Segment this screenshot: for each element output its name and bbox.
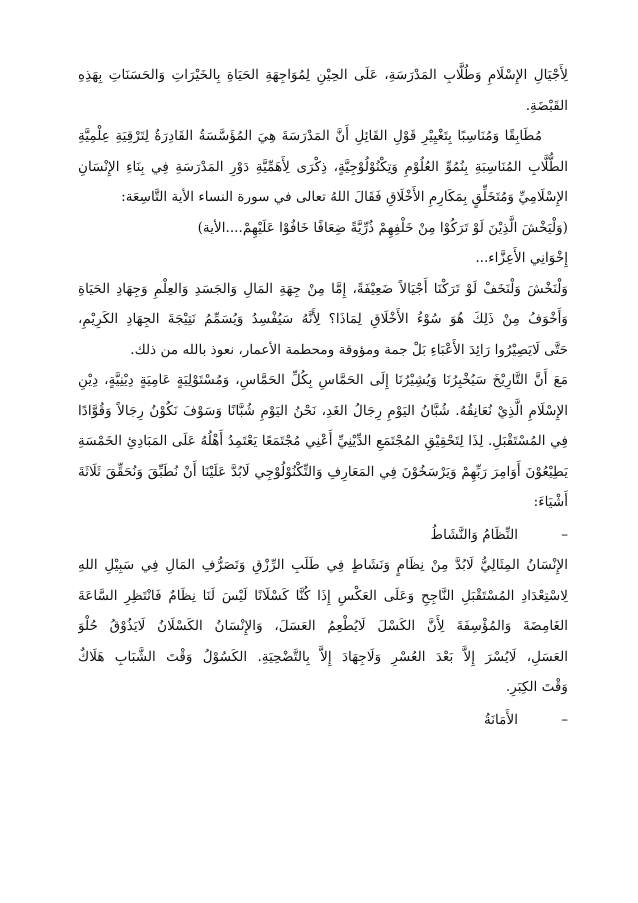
paragraph-line: يَطِيْعُوْنَ أَوَامِرَ رَبِّهِمْ وَيَرْسَخُوْنَ فِي المَعَارِفِ وَالتِّكْنُوْلُوْجِي لَابُدَّ عَلَيْنَا أَنْ نُطَبِّقَ وَنُحَقِّقَ ثَلَاثَةَ <box>78 463 568 480</box>
paragraph-line: الغَامِضَةَ وَالمُؤْسِفَةَ لِأَنَّ الكَسْلَ لَايُطْعِمُ العَسَلَ، وَالإِنْسَانُ الكَسْلَانُ لَايَذُوْقُ حُلْوَ <box>78 618 568 634</box>
bullet-dash: – <box>561 526 568 543</box>
paragraph-line: الإِسْلَامِ الَّذِيْ نُعَانِقُهُ. شُبَّانُ اليَوْمِ رِجَالُ الغَدِ، نَحْنُ اليَوْمِ شُبَّانًا وَسَوْفَ نَكُوْنُ رِجَالاً وَقُوَّادًا <box>78 402 568 419</box>
section-heading-text: النِّظَامُ وَالنَّشَاطُ <box>430 526 518 543</box>
address-line: إِخْوَانِي الأَعِزَّاء... <box>475 250 568 266</box>
paragraph-line: العَسَلِ، لَايُسْرَ إِلاَّ بَعْدَ العُسْرِ وَلَاجِهَادَ إِلاَّ بِالتَّضْحِيَةِ. الكَسُوْلُ وَقْتَ الشَّبَابِ هَلَاكٌ <box>78 648 568 665</box>
section-heading-trust <box>78 705 568 736</box>
quran-quote-line: (وَلْيَخْشَ الَّذِيْنَ لَوْ تَرَكُوْا مِنْ خَلْفِهِمْ ذُرِّيَّةً ضِعَافًا خَافُوْا عَلَيْهِمْ....الأية) <box>197 219 568 236</box>
paragraph-line: فِي المُسْتَقْبَلِ. لِذَا لِتَحْقِيْقِ المُجْتَمَعِ الدِّيْنِيِّ أَعْنِي مُجْتَمَعًا يَعْتَمِدُ أَهْلُهُ عَلَى المَبَادِئِ الخَمْسَةِ <box>78 433 568 449</box>
paragraph-line: وَقْتَ الكِبَرِ. <box>505 679 568 695</box>
paragraph-line: مُطَابِقًا وَمُنَاسِبًا بِتَغْيِيْرِ قَوْلِ القَائِلِ أَنَّ المَدْرَسَةَ هِيَ المُؤَسَّسَةُ القَادِرَةُ لِتَرْقِيَةِ عِلْمِيَّةِ <box>78 128 542 144</box>
section-heading-order <box>78 520 568 551</box>
section-heading-text: الأَمَانَةُ <box>483 711 518 728</box>
paragraph-line: وَأَخْوَفُ مِنْ ذَلِكَ هُوَ سُوْءُ الأَخْلَاقِ لِمَاذَا؟ لِأَنَّهُ سَيُفْسِدُ وَيُسَمِّمُ نَتِيْجَةَ الجِهَادِ الكَرِيْمِ، <box>78 311 568 327</box>
paragraph-line: القَبْضَةِ. <box>525 97 568 114</box>
paragraph-line: حَتَّى لَايَصِيْرُوا رَائِدَ الأَعْبَاءِ بَلْ جمة ومؤوقة ومحطمة الأعمار، نعوذ بالله من ذلك. <box>130 341 568 358</box>
paragraph-line: أَشْيَاءَ: <box>533 494 568 510</box>
bullet-dash: – <box>561 711 568 728</box>
paragraph-line: الإِسْلَامِيِّ وَمُتَخَلِّقٍ بِمَكَارِمِ الأَخْلَاقِ فَقَالَ اللهُ تعالى في سورة النساء الأية التَّاسِعَة: <box>121 189 568 205</box>
paragraph-line: لِأَجْيَالِ الإِسْلَامِ وَطُلَّابِ المَدْرَسَةِ، عَلَى الحِيْنِ لِمُوَاجِهَةِ الحَيَاةِ بِالخَيْرَاتِ وَالحَسَنَاتِ بِهَذِهِ <box>78 67 568 83</box>
paragraph-line: لِاسْتِعْدَادِ المُسْتَقْبَلِ النَّاجِحِ وَعَلَى العَكْسِ إِذَا كُنَّا كَسْلَانًا لَيْسَ لَنَا نِظَامٌ فَانْتَظِرِ السَّاعَةَ <box>78 587 568 604</box>
paragraph-line: مَعَ أَنَّ التَّارِيْخَ سَيُخْبِرُنَا وَيُشِيْرُنَا إِلَى الحَمَّاسِ بِكُلِّ الحَمَّاسِ، وَمُسْتَوْلِيَةٍ عَامِيَةٍ دِيْنِيَّةٍ، دِيْنِ <box>78 372 568 388</box>
paragraph-line: الإِنْسَانُ المِثَالِيُّ لَابُدَّ مِنْ نِظَامٍ وَنَشَاطٍ فِي طَلَبِ الرِّزْقِ وَتَصَرُّفِ المَالِ فِي سَبِيْلِ اللهِ <box>78 557 568 573</box>
paragraph-line: وَلْنَخْشَ وَلْنَخَفْ لَوْ تَرَكْنَا أَجْيَالاً ضَعِيْفَةً، إِمَّا مِنْ جِهَةِ المَالِ وَالجَسَدِ وَالعِلْمِ وَجِهَادِ الحَيَاةِ <box>78 280 568 297</box>
paragraph-line: الطُّلَّابِ المُنَاسِبَةِ بِنُمُوِّ العُلُوْمِ وَتِكْنُوْلُوْجِيَّةٍ، ذِكْرَى لِأَهَمِّيَّةِ دَوْرِ المَدْرَسَةِ فِي بِنَاءِ الإِنْسَانِ <box>78 158 568 175</box>
